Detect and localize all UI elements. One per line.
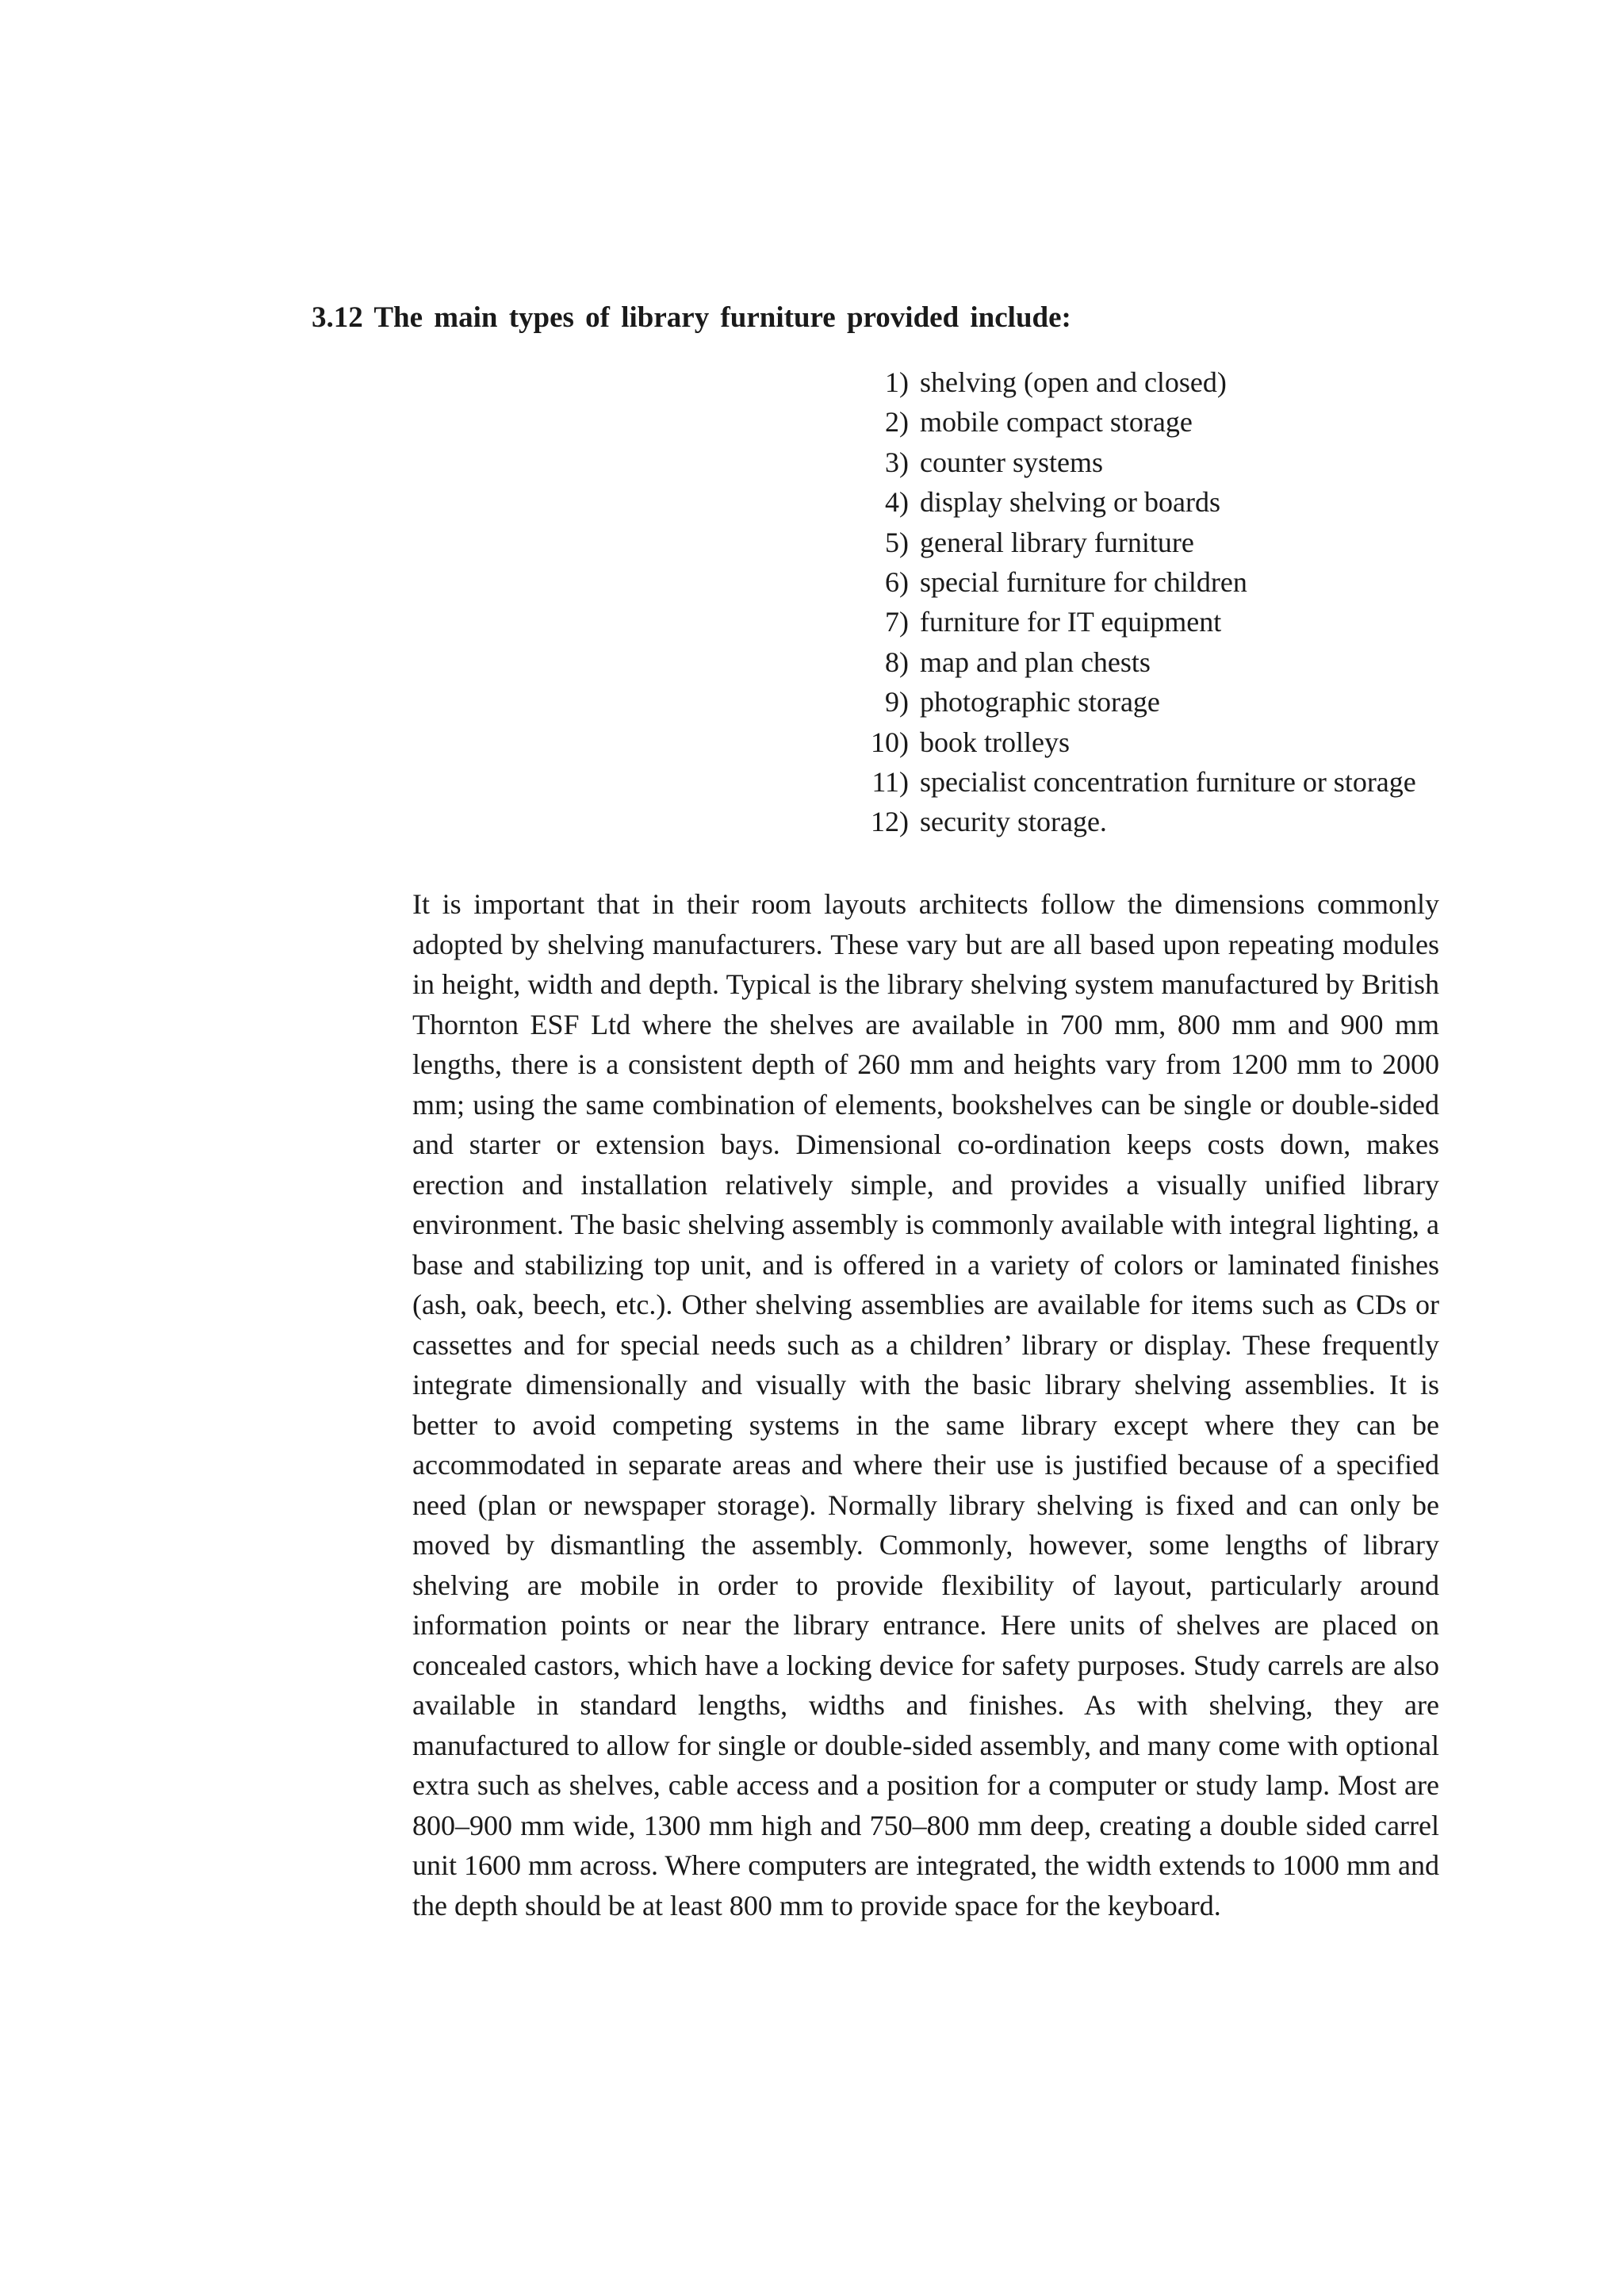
list-item-number: 2)	[885, 406, 909, 439]
list-item-number: 8)	[885, 646, 909, 678]
list-item	[856, 402, 1416, 442]
list-item-text: security storage.	[920, 806, 1107, 838]
list-item-number: 5)	[885, 526, 909, 558]
list-item	[856, 362, 1416, 402]
list-item-text: book trolleys	[920, 726, 1070, 758]
list-item-text: photographic storage	[920, 686, 1160, 718]
list-item	[856, 802, 1416, 841]
body-paragraph: It is important that in their room layouts architects follow the dimensions commonly adopted by shelving manufacturers. These vary but are all based upon repeating modules in height, width and depth. Typical is the library shelving system manufactured by British Thornton ESF Ltd where the shelves are available in 700 mm, 800 mm and 900 mm lengths, there is a consistent depth of 260 mm and heights vary from 1200 mm to 2000 mm; using the same combination of elements, bookshelves can be single or double-sided and starter or extension bays. Dimensional co-ordination keeps costs down, makes erection and installation relatively simple, and provides a visually unified library environment. The basic shelving assembly is commonly available with integral lighting, a base and stabilizing top unit, and is offered in a variety of colors or laminated finishes (ash, oak, beech, etc.). Other shelving assemblies are available for items such as CDs or cassettes and for special needs such as a children’ library or display. These frequently integrate dimensionally and visually with the basic library shelving assemblies. It is better to avoid competing systems in the same library except where they can be accommodated in separate areas and where their use is justified because of a specified need (plan or newspaper storage). Normally library shelving is fixed and can only be moved by dismantling the assembly. Commonly, however, some lengths of library shelving are mobile in order to provide flexibility of layout, particularly around information points or near the library entrance. Here units of shelves are placed on concealed castors, which have a locking device for safety purposes. Study carrels are also available in standard lengths, widths and finishes. As with shelving, they are manufactured to allow for single or double-sided assembly, and many come with optional extra such as shelves, cable access and a position for a computer or study lamp. Most are 800–900 mm wide, 1300 mm high and 750–800 mm deep, creating a double sided carrel unit 1600 mm across. Where computers are integrated, the width extends to 1000 mm and the depth should be at least 800 mm to provide space for the keyboard.	[412, 888, 1440, 1921]
list-item-text: furniture for IT equipment	[920, 606, 1222, 638]
list-item-text: shelving (open and closed)	[920, 366, 1227, 398]
list-item-number: 4)	[885, 486, 909, 519]
list-item-text: map and plan chests	[920, 646, 1151, 678]
list-item-number: 10)	[871, 726, 909, 758]
furniture-types-list	[856, 362, 1416, 842]
list-item	[856, 443, 1416, 482]
list-item-text: display shelving or boards	[920, 486, 1220, 519]
list-item	[856, 642, 1416, 682]
list-item	[856, 562, 1416, 602]
list-item-number: 3)	[885, 446, 909, 478]
list-item-text: special furniture for children	[920, 566, 1247, 599]
list-item-number: 12)	[871, 806, 909, 838]
list-item	[856, 602, 1416, 642]
list-item-text: general library furniture	[920, 526, 1194, 558]
list-item-number: 11)	[871, 766, 909, 799]
list-item	[856, 482, 1416, 522]
list-item-text: specialist concentration furniture or storage	[920, 766, 1416, 799]
list-item	[856, 523, 1416, 562]
list-item-number: 7)	[885, 606, 909, 638]
list-item	[856, 722, 1416, 762]
list-item-number: 1)	[885, 366, 909, 398]
list-item-number: 9)	[885, 686, 909, 718]
section-heading: 3.12 The main types of library furniture provided include:	[312, 301, 1071, 334]
list-item	[856, 682, 1416, 722]
list-item-text: counter systems	[920, 446, 1103, 478]
list-item-number: 6)	[885, 566, 909, 599]
list-item-text: mobile compact storage	[920, 406, 1193, 439]
list-item	[856, 762, 1416, 802]
